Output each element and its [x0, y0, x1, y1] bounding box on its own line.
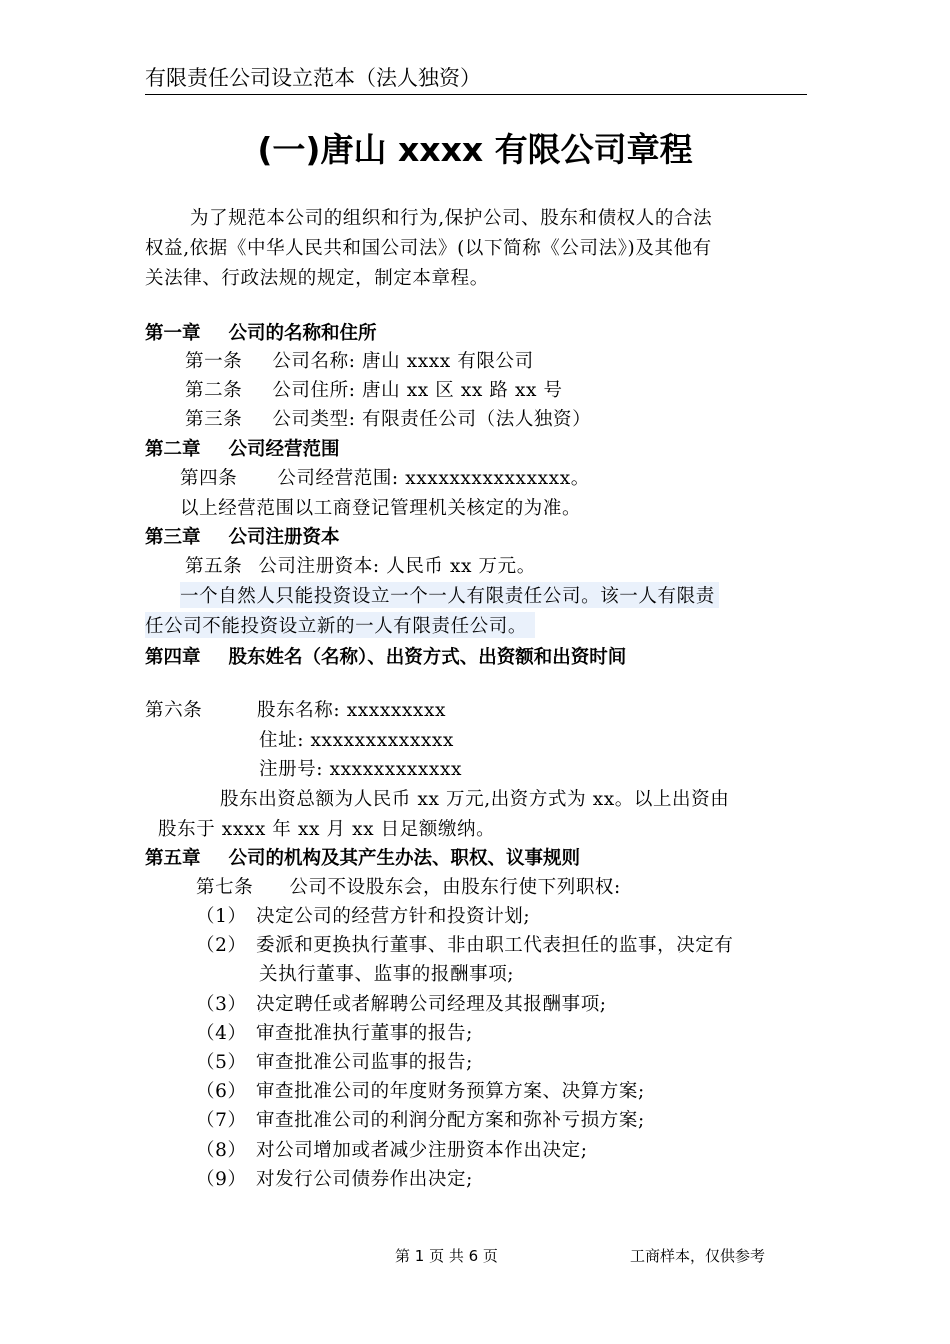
highlighted-line-1: 一个自然人只能投资设立一个一人有限责任公司。该一人有限责	[180, 582, 719, 608]
article-3	[185, 405, 591, 431]
article-number: 第二条	[185, 380, 243, 401]
list-item-7	[196, 1106, 645, 1132]
chapter-title: 股东姓名（名称）、出资方式、出资额和出资时间	[228, 647, 627, 668]
footer-note: 工商样本，仅供参考	[630, 1247, 766, 1265]
article-number: 第四条	[180, 468, 238, 489]
chapter-number: 第五章	[145, 848, 201, 869]
list-item-number: （9）	[196, 1169, 247, 1190]
chapter-3-heading	[145, 523, 340, 549]
chapter-number: 第二章	[145, 439, 201, 460]
document-title: (一)唐山 xxxx 有限公司章程	[257, 130, 693, 169]
article-text: 公司名称: 唐山 xxxx 有限公司	[272, 351, 534, 372]
list-item-1	[196, 902, 531, 928]
list-item-text: 审查批准公司的年度财务预算方案、决算方案;	[256, 1081, 645, 1102]
chapter-title: 公司的名称和住所	[228, 323, 377, 344]
list-item-text: 决定聘任或者解聘公司经理及其报酬事项;	[256, 994, 607, 1015]
list-item-number: （2）	[196, 935, 247, 956]
list-item-text: 审查批准公司监事的报告;	[256, 1052, 473, 1073]
chapter-number: 第三章	[145, 527, 201, 548]
article-number: 第五条	[185, 556, 243, 577]
list-item-number: （8）	[196, 1140, 247, 1161]
shareholder-name: 股东名称: xxxxxxxxx	[257, 700, 447, 721]
preamble-line-3: 关法律、行政法规的规定，制定本章程。	[145, 268, 489, 289]
list-item-text: 决定公司的经营方针和投资计划;	[256, 906, 531, 927]
chapter-number: 第四章	[145, 647, 201, 668]
list-item-8	[196, 1136, 588, 1162]
preamble-line-1: 为了规范本公司的组织和行为,保护公司、股东和债权人的合法	[190, 208, 713, 229]
list-item-number: （6）	[196, 1081, 247, 1102]
list-item-2	[196, 931, 734, 957]
chapter-1-heading	[145, 319, 377, 345]
shareholder-address: 住址: xxxxxxxxxxxxx	[259, 730, 454, 751]
list-item-number: （3）	[196, 994, 247, 1015]
article-text: 公司不设股东会，由股东行使下列职权:	[289, 877, 621, 898]
article-number: 第三条	[185, 409, 243, 430]
list-item-number: （4）	[196, 1023, 247, 1044]
list-item-text: 审查批准执行董事的报告;	[256, 1023, 473, 1044]
article-2	[185, 376, 563, 402]
list-item-3	[196, 990, 607, 1016]
list-item-text: 审查批准公司的利润分配方案和弥补亏损方案;	[256, 1110, 645, 1131]
running-header-title: 有限责任公司设立范本（法人独资）	[145, 66, 481, 90]
list-item-text: 对发行公司债券作出决定;	[256, 1169, 473, 1190]
list-item-text: 委派和更换执行董事、非由职工代表担任的监事，决定有	[256, 935, 734, 956]
page-number: 第 1 页 共 6 页	[395, 1247, 498, 1265]
list-item-number: （7）	[196, 1110, 247, 1131]
contribution-line-1: 股东出资总额为人民币 xx 万元,出资方式为 xx。以上出资由	[220, 789, 730, 810]
preamble-line-2: 权益,依据《中华人民共和国公司法》(以下简称《公司法》)及其他有	[145, 238, 712, 259]
article-number: 第一条	[185, 351, 243, 372]
list-item-number: （1）	[196, 906, 247, 927]
article-6-number: 第六条	[145, 700, 203, 721]
contribution-line-2: 股东于 xxxx 年 xx 月 xx 日足额缴纳。	[158, 819, 496, 840]
list-item-2-continuation: 关执行董事、监事的报酬事项;	[259, 964, 515, 985]
article-1	[185, 347, 534, 373]
chapter-5-heading	[145, 844, 580, 870]
header-divider	[145, 94, 807, 95]
list-item-9	[196, 1165, 473, 1191]
highlighted-line-2: 任公司不能投资设立新的一人有限责任公司。	[145, 612, 535, 638]
article-text: 公司类型: 有限责任公司（法人独资）	[272, 409, 592, 430]
list-item-4	[196, 1019, 473, 1045]
chapter-title: 公司的机构及其产生办法、职权、议事规则	[228, 848, 581, 869]
shareholder-reg-no: 注册号: xxxxxxxxxxxx	[259, 759, 463, 780]
list-item-text: 对公司增加或者减少注册资本作出决定;	[256, 1140, 588, 1161]
article-text: 公司注册资本: 人民币 xx 万元。	[258, 556, 536, 577]
chapter-title: 公司注册资本	[228, 527, 340, 548]
list-item-6	[196, 1077, 645, 1103]
article-4	[180, 464, 590, 490]
article-text: 公司经营范围: xxxxxxxxxxxxxxx。	[277, 468, 590, 489]
chapter-2-heading	[145, 435, 340, 461]
article-number: 第七条	[196, 877, 254, 898]
chapter-4-heading	[145, 643, 626, 669]
list-item-5	[196, 1048, 473, 1074]
article-text: 公司住所: 唐山 xx 区 xx 路 xx 号	[272, 380, 563, 401]
list-item-number: （5）	[196, 1052, 247, 1073]
article-7	[196, 873, 621, 899]
chapter-number: 第一章	[145, 323, 201, 344]
article-5	[185, 552, 536, 578]
business-scope-note: 以上经营范围以工商登记管理机关核定的为准。	[180, 498, 582, 519]
chapter-title: 公司经营范围	[228, 439, 340, 460]
